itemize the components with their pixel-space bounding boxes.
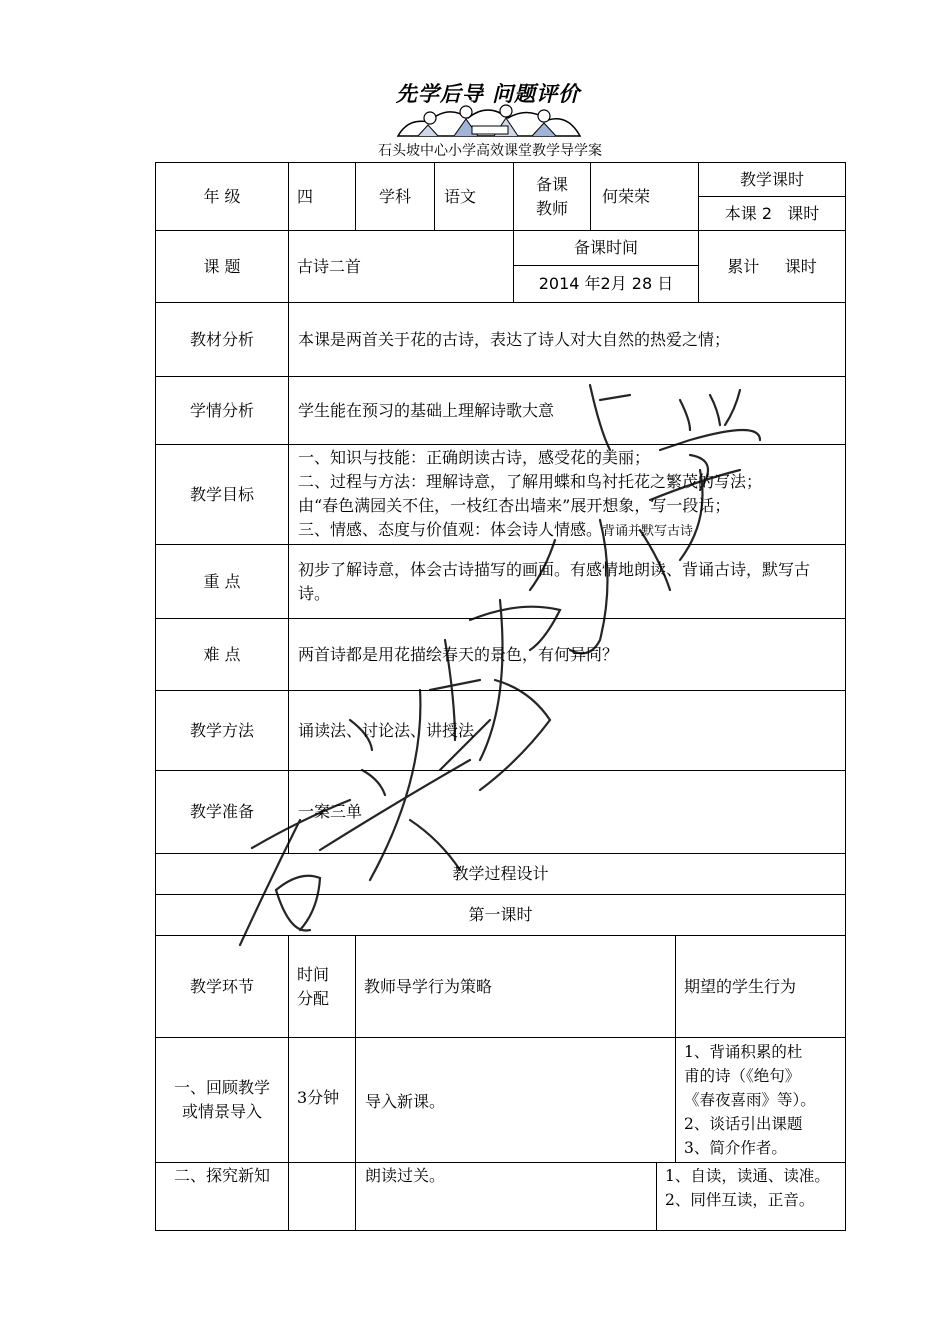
grade-value: 四: [297, 186, 314, 206]
subject-value: 语文: [444, 186, 477, 206]
goals-label: 教学目标: [189, 484, 254, 504]
material-value: 本课是两首关于花的古诗，表达了诗人对大自然的热爱之情；: [298, 329, 731, 349]
key-points-label: 重 点: [203, 571, 241, 591]
hours-value: 本课 2 课时: [724, 203, 820, 223]
col-stage-header: 教学环节: [189, 976, 254, 996]
step1-stage: [156, 1038, 288, 1162]
step1-student: [684, 1040, 844, 1160]
step1-student-line4: 2、谈话引出课题: [684, 1115, 803, 1133]
step1-teacher: 导入新课。: [365, 1092, 446, 1111]
lesson-title: 第一课时: [468, 905, 533, 924]
method-label: 教学方法: [189, 720, 254, 740]
step2-stage: 二、探究新知: [173, 1166, 270, 1185]
col-time-header-line2: 分配: [297, 988, 330, 1008]
col-time-header: [297, 936, 355, 1037]
step1-student-line2: 甫的诗（《绝句》: [684, 1067, 801, 1085]
topic-label: 课 题: [203, 256, 241, 276]
goals-line-1: 一、知识与技能：正确朗读古诗，感受花的美丽；: [298, 448, 651, 467]
step2-student-line1: 1、自读，读通、读准。: [665, 1167, 830, 1185]
page-subtitle: 石头坡中心小学高效课堂教学导学案: [378, 143, 602, 159]
goals-line-4a: 三、情感、态度与价值观：体会诗人情感。: [298, 520, 603, 539]
step2-student: [665, 1164, 845, 1230]
grade-label: 年 级: [203, 186, 241, 206]
goals-line-3: 由“春色满园关不住，一枝红杏出墙来”展开想象，写一段话；: [298, 496, 731, 515]
step1-student-line5: 3、简介作者。: [684, 1139, 787, 1157]
student-analysis-value: 学生能在预习的基础上理解诗歌大意: [298, 400, 555, 420]
logo-text: 先学后导 问题评价: [395, 82, 581, 106]
student-analysis-label: 学情分析: [189, 400, 254, 420]
total-hours: 累计 课时: [727, 256, 817, 276]
preparation-value: 一案三单: [298, 802, 363, 821]
goals-line-4: [298, 518, 693, 544]
topic-value: 古诗二首: [297, 256, 362, 276]
col-student-header: 期望的学生行为: [684, 976, 797, 996]
step1-stage-line2: 或情景导入: [181, 1102, 262, 1121]
step2-student-line2: 2、同伴互读，正音。: [665, 1191, 815, 1209]
prep-teacher-label: [514, 163, 590, 230]
col-time-header-line1: 时间: [297, 964, 330, 984]
goals-line-4b: 背诵并默写古诗: [602, 524, 694, 539]
step1-time: 3分钟: [297, 1088, 340, 1107]
difficulty-label: 难 点: [203, 644, 241, 664]
logo: [388, 78, 588, 140]
preparation-label: 教学准备: [189, 802, 254, 821]
prep-teacher-label-line2: 教师: [535, 198, 568, 218]
subject-label: 学科: [378, 186, 411, 206]
prep-time-label: 备课时间: [573, 238, 638, 257]
teacher-name: 何荣荣: [602, 186, 651, 206]
difficulty-value: 两首诗都是用花描绘春天的景色，有何异同？: [298, 644, 619, 664]
key-points-value: 初步了解诗意，体会古诗描写的画面。有感情地朗读、背诵古诗，默写古诗。: [298, 559, 811, 603]
goals-value: [298, 446, 843, 544]
goals-line-2: 二、过程与方法：理解诗意，了解用蝶和鸟衬托花之繁茂的写法；: [298, 472, 763, 491]
process-title: 教学过程设计: [452, 864, 549, 883]
method-value: 诵读法、讨论法、讲授法: [298, 720, 475, 740]
prep-date: 2014 年2月 28 日: [538, 274, 674, 293]
step1-stage-line1: 一、回顾教学: [173, 1078, 270, 1097]
hours-label: 教学课时: [739, 169, 804, 189]
col-teacher-header: 教师导学行为策略: [364, 976, 493, 996]
prep-teacher-label-line1: 备课: [535, 174, 568, 194]
step2-teacher: 朗读过关。: [365, 1166, 446, 1185]
step1-student-line3: 《春夜喜雨》等）。: [684, 1091, 816, 1109]
step1-student-line1: 1、背诵积累的杜: [684, 1043, 803, 1061]
material-label: 教材分析: [189, 329, 254, 349]
